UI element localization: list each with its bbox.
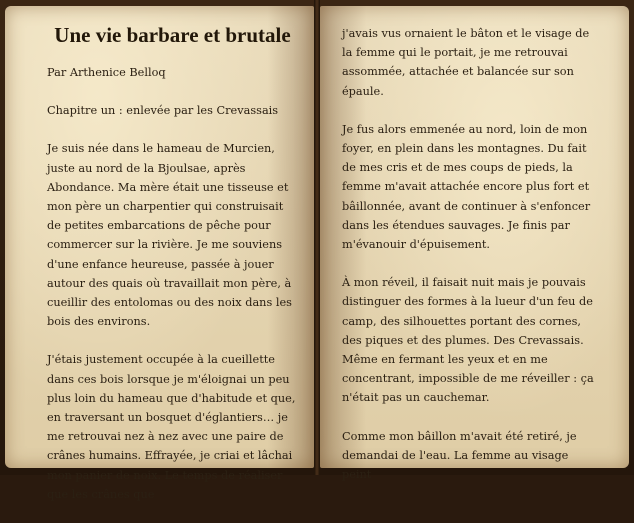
right-page <box>320 6 629 482</box>
chapter-heading: Chapitre un : enlevée par les Crevassais <box>47 104 279 118</box>
paragraph: Comme mon bâillon m'avait été retiré, je demandai de l'eau. La femme au visage peint <box>342 429 577 482</box>
book-title: Une vie barbare et brutale <box>54 23 291 47</box>
paragraph: j'avais vus ornaient le bâton et le visage de la femme qui le portait, je me retrouvai assommée, attachée et balancée sur son épaule. <box>342 27 590 98</box>
paragraph: À mon réveil, il faisait nuit mais je pouvais distinguer des formes à la lueur d'un feu de camp, des silhouettes portant des cornes, des piques et des plumes. Des Crevassais. Même en fermant les yeux et en me concentrant, impossible de me réveiller : ça n'était pas un cauchemar. <box>342 276 594 405</box>
left-page <box>5 6 314 501</box>
paragraph: Je fus alors emmenée au nord, loin de mon foyer, en plein dans les montagnes. Du fait de mes cris et de mes coups de pieds, la femme m'avait attachée encore plus fort et bâillonnée, avant de continuer à s'enfoncer dans les étendues sauvages. Je finis par m'évanouir d'épuisement. <box>342 122 591 252</box>
paragraph: Je suis née dans le hameau de Murcien, juste au nord de la Bjoulsae, après Abondance. Ma mère était une tisseuse et mon père un charpentier qui construisait de petites embarcations de pêche pour commercer sur la rivière. Je me souviens d'une enfance heureuse, passée à jouer autour des quais où travaillait mon père, à cueillir des entolomas ou des noix dans les bois des environs. <box>47 142 292 329</box>
paragraph: J'étais justement occupée à la cueillette dans ces bois lorsque je m'éloignai un peu plus loin du hameau que d'habitude et que, en traversant un bosquet d'églantiers… je me retrouvai nez à nez avec une paire de crânes humains. Effrayée, je criai et lâchai mon panier de noix. Le temps de réaliser que les crânes que <box>47 353 296 501</box>
author-line: Par Arthenice Belloq <box>47 66 166 79</box>
